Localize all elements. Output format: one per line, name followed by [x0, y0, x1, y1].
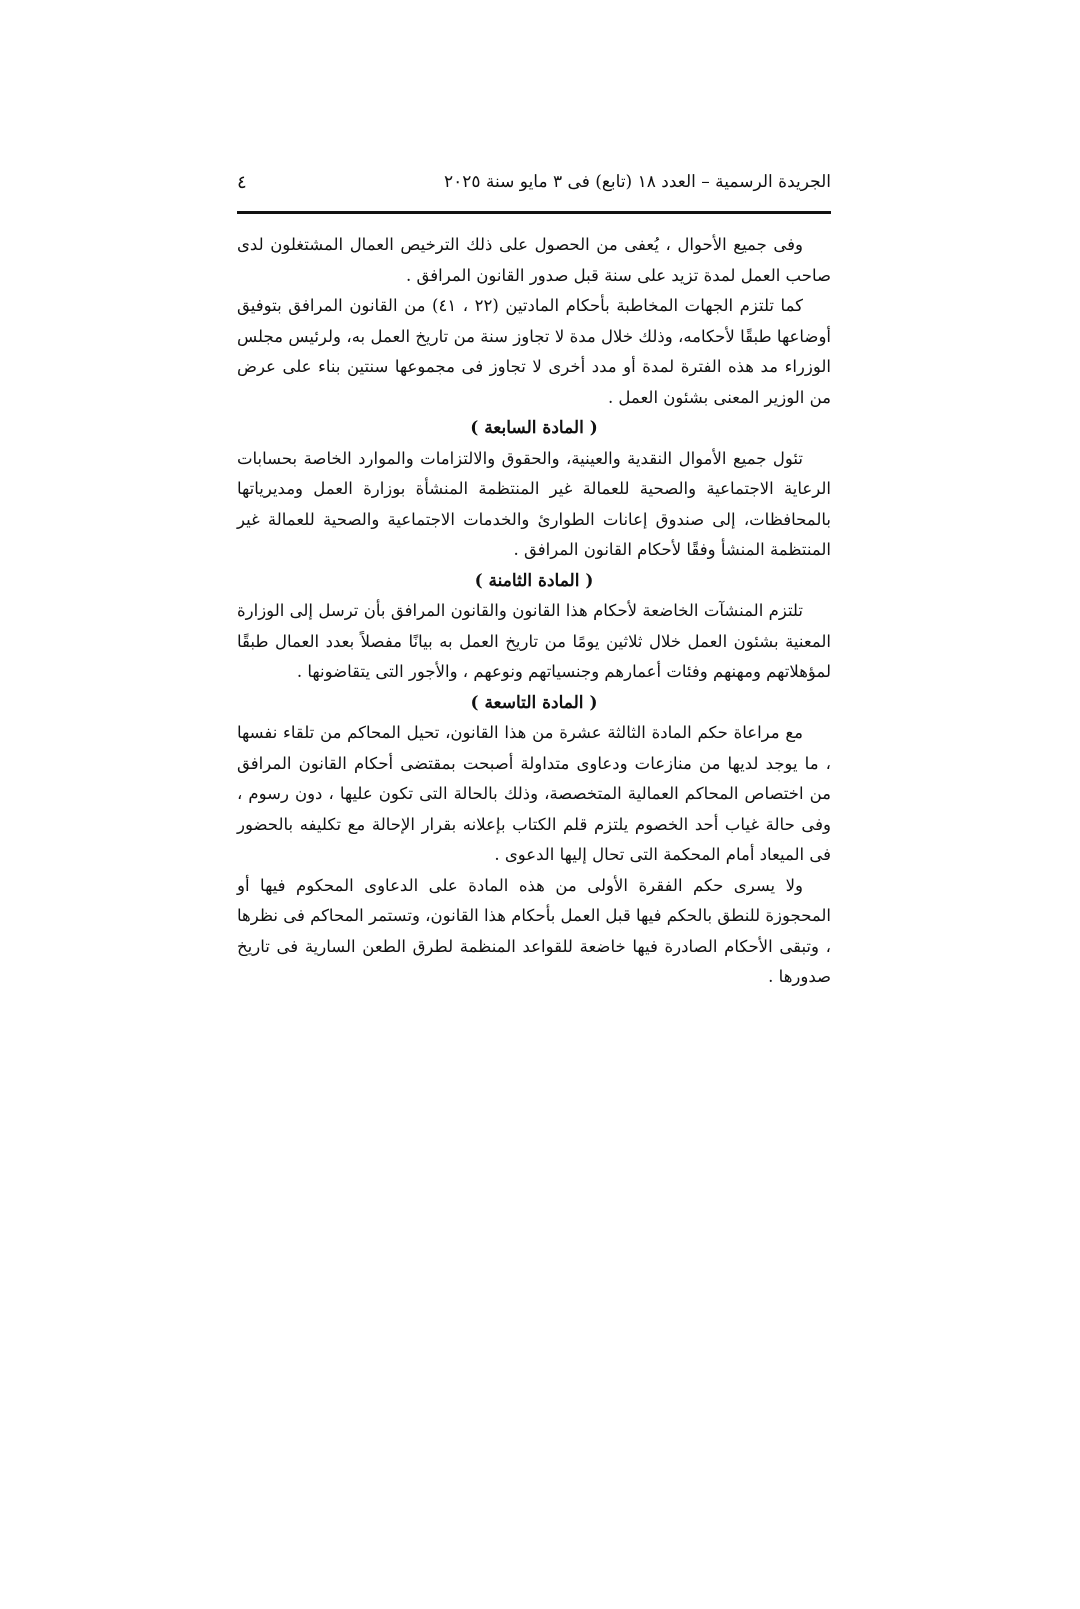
paragraph-compliance: كما تلتزم الجهات المخاطبة بأحكام المادتين (٢٢ ، ٤١) من القانون المرافق بتوفيق أوضاعها طبقًا لأحكامه، وذلك خلال مدة لا تجاوز سنة من تاريخ العمل به، ولرئيس مجلس الوزراء مد هذه الفترة لمدة أو مدد أخرى لا تجاوز فى مجموعها سنتين بناء على عرض من الوزير المعنى بشئون العمل .: [237, 296, 831, 407]
paragraph-article-seven: تئول جميع الأموال النقدية والعينية، والحقوق والالتزامات والموارد الخاصة بحسابات الرعاية الاجتماعية والصحية للعمالة غير المنتظمة المنشأة بوزارة العمل ومديرياتها بالمحافظات، إلى صندوق إعانات الطوارئ والخدمات الاجتماعية والصحية للعمالة غير المنتظمة المنشأ وفقًا لأحكام القانون المرافق .: [237, 448, 831, 559]
paragraph-exemption: وفى جميع الأحوال ، يُعفى من الحصول على ذلك الترخيص العمال المشتغلون لدى صاحب العمل لمدة تزيد على سنة قبل صدور القانون المرافق .: [237, 235, 831, 285]
paragraph-article-nine-first: مع مراعاة حكم المادة الثالثة عشرة من هذا القانون، تحيل المحاكم من تلقاء نفسها ، ما يوجد لديها من منازعات ودعاوى متداولة أصبحت بمقتضى أحكام القانون المرافق من اختصاص المحاكم العمالية المتخصصة، وذلك بالحالة التى تكون عليها ، دون رسوم ، وفى حالة غياب أحد الخصوم يلتزم قلم الكتاب بإعلانه بقرار الإحالة مع تكليفه بالحضور فى الميعاد أمام المحكمة التى تحال إليها الدعوى .: [237, 723, 831, 864]
paragraph-article-eight: تلتزم المنشآت الخاضعة لأحكام هذا القانون والقانون المرافق بأن ترسل إلى الوزارة المعنية بشئون العمل خلال ثلاثين يومًا من تاريخ العمل به بيانًا مفصلاً بعدد العمال طبقًا لمؤهلاتهم ومهنهم وفئات أعمارهم وجنسياتهم ونوعهم ، والأجور التى يتقاضونها .: [237, 601, 831, 681]
article-eight-heading: ( المادة الثامنة ): [474, 570, 594, 591]
page-header: [237, 168, 831, 204]
gazette-title: الجريدة الرسمية – العدد ١٨ (تابع) فى ٣ مايو سنة ٢٠٢٥: [443, 172, 831, 192]
page-number: ٤: [237, 172, 247, 193]
header-divider: [237, 211, 831, 214]
paragraph-article-nine-second: ولا يسرى حكم الفقرة الأولى من هذه المادة على الدعاوى المحكوم فيها أو المحجوزة للنطق بالحكم فيها قبل العمل بأحكام هذا القانون، وتستمر المحاكم فى نظرها ، وتبقى الأحكام الصادرة فيها خاضعة للقواعد المنظمة لطرق الطعن السارية فى تاريخ صدورها .: [237, 875, 831, 986]
article-seven-heading: ( المادة السابعة ): [470, 418, 598, 438]
article-nine-heading: ( المادة التاسعة ): [470, 692, 598, 713]
document-body: [237, 230, 831, 993]
